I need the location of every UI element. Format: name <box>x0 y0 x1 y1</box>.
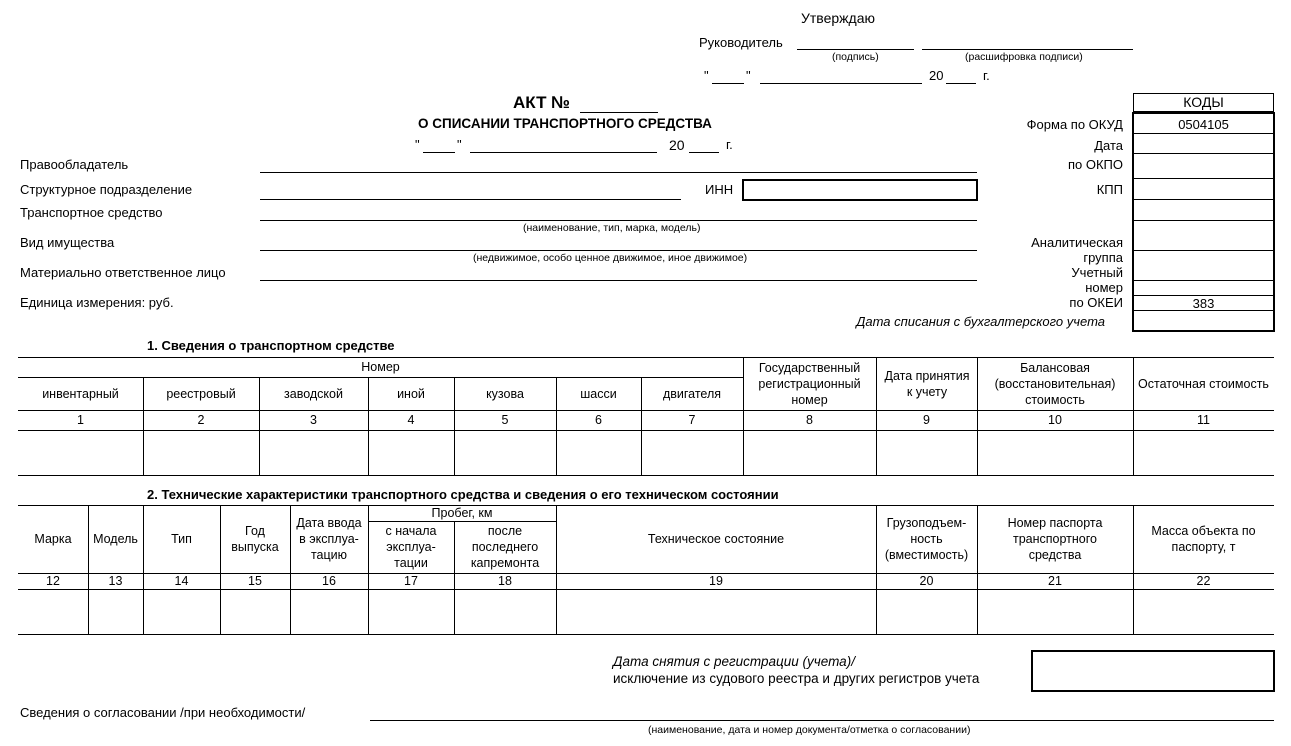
section1-title: 1. Сведения о транспортном средстве <box>147 338 395 353</box>
s2-col-divider <box>876 505 877 634</box>
s2-col-number: 12 <box>46 574 60 588</box>
s2-header-type: Тип <box>171 532 192 546</box>
signature-caption: (подпись) <box>832 51 879 63</box>
s1-header-balance: Балансовая (восстановительная) стоимость <box>994 360 1116 407</box>
s2-col-number: 15 <box>248 574 262 588</box>
approval-month-line[interactable] <box>760 83 922 84</box>
agreement-caption: (наименование, дата и номер документа/отметка о согласовании) <box>648 724 971 736</box>
decoding-caption: (расшифровка подписи) <box>965 51 1083 63</box>
vehicle-label: Транспортное средство <box>20 205 163 220</box>
act-quote-close: " <box>457 137 462 152</box>
approval-quote-close: " <box>746 68 751 83</box>
okud-value: 0504105 <box>1178 117 1229 132</box>
s2-col-divider <box>977 505 978 634</box>
act-subtitle: О СПИСАНИИ ТРАНСПОРТНОГО СРЕДСТВА <box>418 116 712 131</box>
s1-line <box>18 430 1274 431</box>
analytic-label-1: Аналитическая <box>1031 235 1123 250</box>
s1-col-number: 10 <box>1048 413 1062 427</box>
s2-col-divider <box>220 505 221 634</box>
s2-header-mileage-overhaul: после последнего капремонта <box>470 524 540 570</box>
approval-day-line[interactable] <box>712 83 744 84</box>
act-number-line[interactable] <box>580 112 658 113</box>
codes-row-divider <box>1133 153 1274 154</box>
act-title: АКТ № <box>513 93 571 112</box>
s2-header-commission-date: Дата ввода в эксплуа-тацию <box>296 516 362 562</box>
okei-value: 383 <box>1192 296 1215 311</box>
responsible-label: Материально ответственное лицо <box>20 265 226 280</box>
head-decoding-line[interactable] <box>922 49 1133 50</box>
s2-line <box>18 634 1274 635</box>
inn-field[interactable] <box>742 179 978 201</box>
approval-title: Утверждаю <box>801 10 875 26</box>
s2-col-number: 13 <box>108 574 123 588</box>
codes-row-divider <box>1133 199 1274 200</box>
s2-col-divider <box>368 505 369 634</box>
okud-label: Форма по ОКУД <box>1026 117 1123 132</box>
s1-col-number: 3 <box>310 413 317 427</box>
s1-header-factory: заводской <box>284 386 343 401</box>
s1-col-number: 1 <box>77 413 84 427</box>
s2-header-brand: Марка <box>34 532 72 546</box>
agreement-label: Сведения о согласовании /при необходимости/ <box>20 705 306 720</box>
s2-col-number: 19 <box>709 574 723 588</box>
analytic-label-2: группа <box>1083 250 1123 265</box>
s1-line <box>18 475 1274 476</box>
s1-col-number: 5 <box>501 413 509 427</box>
property-caption: (недвижимое, особо ценное движимое, иное движимое) <box>473 252 748 264</box>
s1-col-number: 11 <box>1197 413 1210 427</box>
vehicle-line[interactable] <box>260 220 977 221</box>
s1-col-number: 8 <box>806 413 813 427</box>
s1-group-header: Номер <box>361 360 400 374</box>
codes-row-divider <box>1133 178 1274 179</box>
s2-col-number: 18 <box>498 574 512 588</box>
s1-header-other: иной <box>397 386 425 401</box>
approval-year-line[interactable] <box>946 83 976 84</box>
owner-line[interactable] <box>260 172 977 173</box>
head-label: Руководитель <box>699 35 783 50</box>
s2-col-number: 17 <box>404 574 418 588</box>
s2-header-condition: Техническое состояние <box>647 532 785 546</box>
act-quote-open: " <box>415 137 420 152</box>
account-label-1: Учетный <box>1071 265 1123 280</box>
division-label: Структурное подразделение <box>20 182 193 197</box>
s1-col-number: 4 <box>407 413 415 427</box>
s2-col-number: 14 <box>174 574 189 588</box>
s1-col-number: 6 <box>595 413 602 427</box>
s1-header-acceptance-date: Дата принятия к учету <box>884 368 970 399</box>
act-day-line[interactable] <box>423 152 455 153</box>
property-type-line[interactable] <box>260 250 977 251</box>
approval-quote-open: " <box>704 68 709 83</box>
s1-col-number: 9 <box>923 413 930 427</box>
approval-year-suffix: г. <box>983 68 990 83</box>
deregistration-label-1: Дата снятия с регистрации (учета)/ <box>613 654 855 669</box>
s1-header-regnum: Государственный регистрационный номер <box>758 360 861 407</box>
codes-row-divider <box>1133 220 1274 221</box>
codes-row-divider <box>1133 280 1274 281</box>
owner-label: Правообладатель <box>20 157 129 172</box>
approval-year-prefix: 20 <box>929 68 944 83</box>
s2-header-capacity: Грузоподъем-ность (вместимость) <box>884 516 969 562</box>
act-year-prefix: 20 <box>669 137 685 153</box>
s2-header-year: Год выпуска <box>231 524 279 554</box>
deregistration-label-2: исключение из судового реестра и других регистров учета <box>613 671 980 686</box>
vehicle-caption: (наименование, тип, марка, модель) <box>523 222 701 234</box>
s1-header-chassis: шасси <box>580 386 617 401</box>
s1-header-registry: реестровый <box>166 386 236 401</box>
act-year-line[interactable] <box>689 152 719 153</box>
writeoff-date-label: Дата списания с бухгалтерского учета <box>856 314 1105 329</box>
account-label-2: номер <box>1085 280 1123 295</box>
codes-row-divider <box>1133 250 1274 251</box>
s2-line <box>18 589 1274 590</box>
property-type-label: Вид имущества <box>20 235 115 250</box>
s1-col-number: 7 <box>688 413 696 427</box>
kpp-label: КПП <box>1096 182 1123 197</box>
s2-header-mileage-total: с начала эксплуа-тации <box>385 524 437 570</box>
s1-header-inventory: инвентарный <box>42 386 119 401</box>
date-label: Дата <box>1094 138 1123 153</box>
okpo-label: по ОКПО <box>1067 157 1123 172</box>
act-month-line[interactable] <box>470 152 657 153</box>
agreement-line[interactable] <box>370 720 1274 721</box>
s2-col-number: 22 <box>1196 574 1211 588</box>
act-year-suffix: г. <box>726 137 733 152</box>
unit-label: Единица измерения: руб. <box>20 295 174 310</box>
s2-col-number: 21 <box>1048 574 1062 588</box>
codes-row-divider <box>1133 133 1274 134</box>
s1-header-body: кузова <box>486 386 524 401</box>
s2-header-passport: Номер паспорта транспортного средства <box>1007 516 1103 562</box>
division-line[interactable] <box>260 199 681 200</box>
okei-label: по ОКЕИ <box>1069 295 1123 310</box>
s1-header-residual: Остаточная стоимость <box>1138 376 1269 391</box>
s1-header-engine: двигателя <box>662 386 722 401</box>
deregistration-date-field[interactable] <box>1031 650 1275 692</box>
s2-header-model: Модель <box>93 532 138 546</box>
s2-header-mass: Масса объекта по паспорту, т <box>1151 524 1256 554</box>
s1-col-number: 2 <box>197 413 205 427</box>
s2-col-divider <box>1133 505 1134 634</box>
section2-title: 2. Технические характеристики транспортного средства и сведения о его техническом состоянии <box>147 487 779 502</box>
inn-label: ИНН <box>705 182 734 197</box>
s2-col-divider <box>290 505 291 634</box>
responsible-line[interactable] <box>260 280 977 281</box>
codes-header: КОДЫ <box>1133 93 1274 112</box>
s2-header-mileage: Пробег, км <box>431 506 493 520</box>
s2-col-number: 20 <box>919 574 934 588</box>
s2-col-number: 16 <box>322 574 336 588</box>
head-signature-line[interactable] <box>797 49 914 50</box>
